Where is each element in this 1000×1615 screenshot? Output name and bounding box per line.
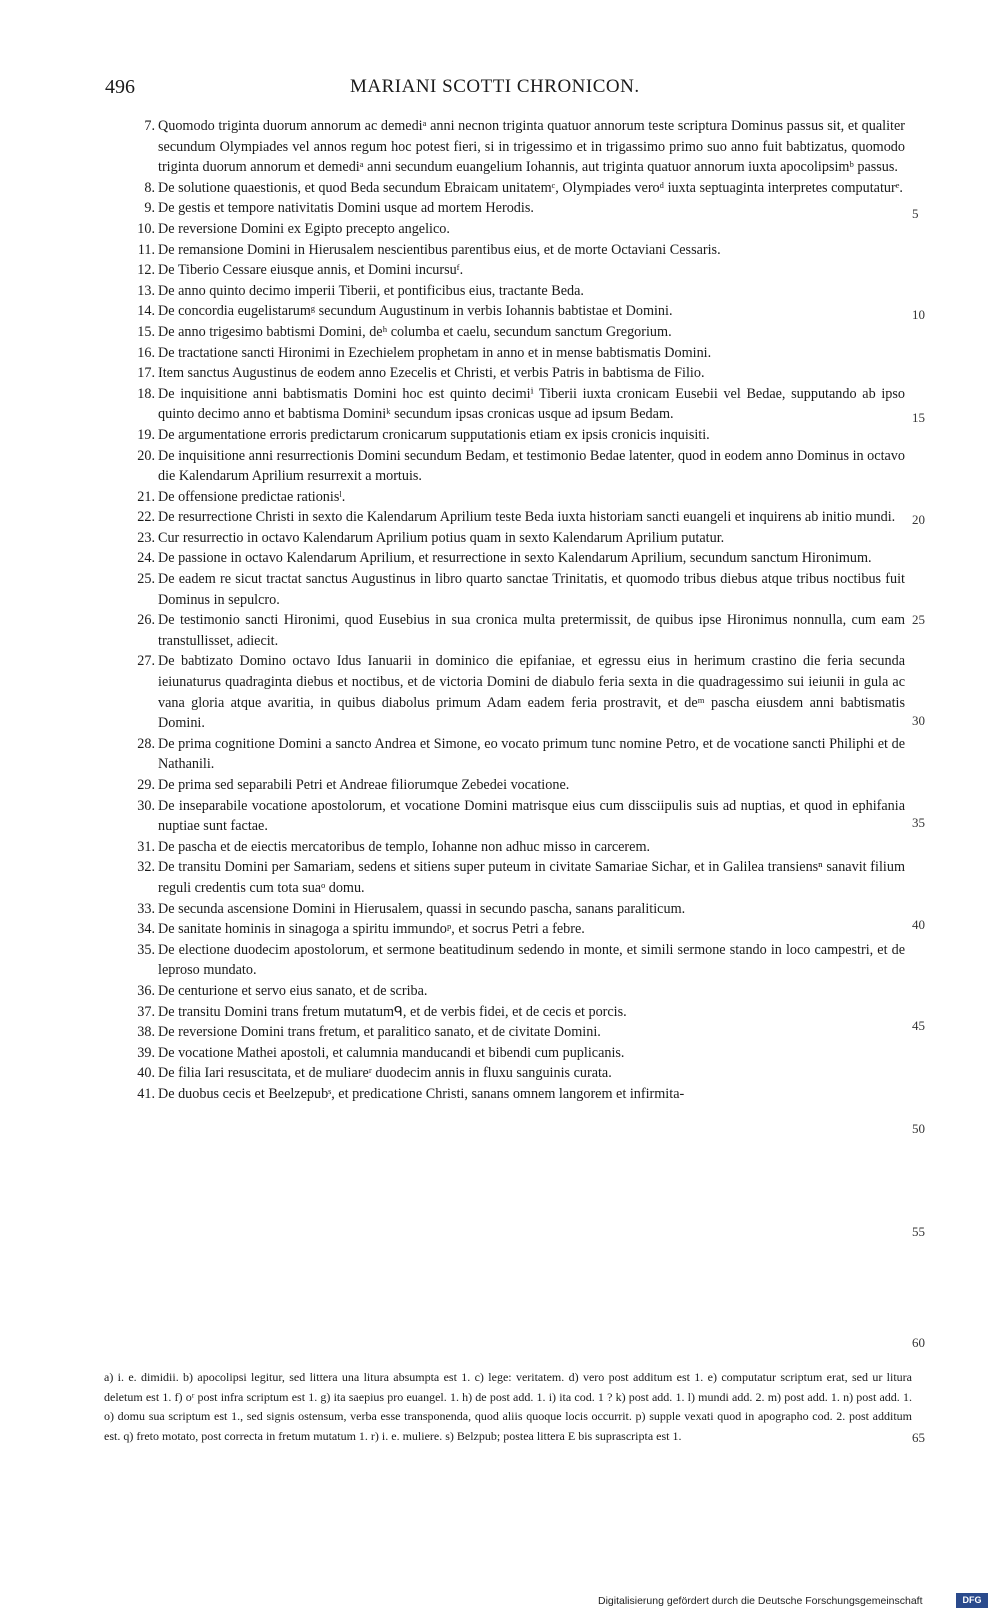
- line-number: 50: [912, 1121, 925, 1136]
- chapter-entry: [137, 260, 905, 281]
- entry-text: Item sanctus Augustinus de eodem anno Ezecelis et Christi, et verbis Patris in babtisma de Filio.: [158, 365, 705, 382]
- entry-number: 11.: [137, 241, 155, 258]
- chapter-entry: [137, 1084, 905, 1105]
- entry-text: De Tiberio Cessare eiusque annis, et Domini incursuᶠ.: [158, 262, 464, 279]
- chapter-entry: [137, 528, 905, 549]
- line-number: 30: [912, 713, 925, 728]
- entry-text: De passione in octavo Kalendarum Aprilium, et resurrectione in sexto Kalendarum Aprilium, secundum sanctum Hironimum.: [158, 550, 872, 567]
- entry-number: 13.: [137, 282, 155, 299]
- page-number: 496: [105, 76, 135, 98]
- entry-number: 28.: [137, 735, 155, 752]
- entry-text: De reversione Domini ex Egipto precepto angelico.: [158, 220, 450, 237]
- entry-number: 17.: [137, 365, 155, 382]
- chapter-entry: [137, 837, 905, 858]
- chapter-entry: [137, 919, 905, 940]
- entry-text: De gestis et tempore nativitatis Domini usque ad mortem Herodis.: [158, 200, 534, 217]
- footnotes: a) i. e. dimidii. b) apocolipsi legitur, sed littera una litura absumpta est 1. c) lege: veritatem. d) vero post additum est 1. e) computatur scriptum erat, sed ur litura deletum est 1. f) oʳ post infra scriptum est 1. g) ita saepius pro euangel. 1. h) de post add. 1. i) ita cod. 1 ? k) post add. 1. l) mundi add. 2. m) post add. 1. n) post add. 1. o) domu sua scriptum est 1., sed signis ostensum, verba esse transponenda, quod aliis quoque locis occurrit. p) supple vexati quod in apographo cod. 2. post additum est. q) freto motato, post correcta in fretum mutatum 1. r) i. e. muliere. s) Belzpub; postea littera E bis suprascripta est 1.: [104, 1370, 912, 1443]
- entry-text: De vocatione Mathei apostoli, et calumnia manducandi et bibendi cum puplicanis.: [158, 1044, 625, 1061]
- entry-number: 12.: [137, 262, 155, 279]
- entry-number: 35.: [137, 941, 155, 958]
- entry-text: De electione duodecim apostolorum, et sermone beatitudinum sedendo in monte, et simili sermone stando in loco campestri, et de leproso mundato.: [158, 941, 905, 979]
- entry-text: De anno quinto decimo imperii Tiberii, et pontificibus eius, tractante Beda.: [158, 282, 584, 299]
- entry-number: 23.: [137, 529, 155, 546]
- line-number: 55: [912, 1224, 925, 1239]
- chapter-entry: [137, 1002, 905, 1023]
- chapter-entry: [137, 384, 905, 425]
- dfg-logo: DFG: [956, 1593, 988, 1608]
- entry-number: 14.: [137, 303, 155, 320]
- entry-text: De centurione et servo eius sanato, et de scriba.: [158, 982, 428, 999]
- chapter-entry: [144, 178, 905, 199]
- chapter-entry: [137, 981, 905, 1002]
- chapter-entry: [137, 940, 905, 981]
- entry-number: 29.: [137, 777, 155, 793]
- chapter-entry: [137, 322, 905, 343]
- line-number: 35: [912, 815, 925, 830]
- entry-text: De transitu Domini trans fretum mutatumᑫ, et de verbis fidei, et de cecis et porcis.: [158, 1003, 627, 1020]
- entry-number: 18.: [137, 385, 155, 402]
- chapter-entry: [137, 899, 905, 920]
- line-number: 65: [912, 1430, 925, 1445]
- entry-text: De sanitate hominis in sinagoga a spiritu immundoᵖ, et socrus Petri a febre.: [158, 921, 585, 938]
- entry-text: De resurrectione Christi in sexto die Kalendarum Aprilium teste Beda iuxta historiam sancti euangeli et inquirens ab initio mundi.: [158, 509, 896, 526]
- chapter-entry: [144, 116, 905, 178]
- entry-text: De secunda ascensione Domini in Hierusalem, quassi in secundo pascha, sanans paraliticum.: [158, 900, 686, 917]
- entry-text: De anno trigesimo babtismi Domini, deʰ columba et caelu, secundum sanctum Gregorium.: [158, 323, 672, 340]
- entry-number: 41.: [137, 1085, 155, 1102]
- chapter-entry: [137, 219, 905, 240]
- entry-text: De testimonio sancti Hironimi, quod Eusebius in sua cronica multa pretermissit, de quibus ipse Hironimus nonnulla, cum eam transtullisset, adiecit.: [158, 612, 905, 649]
- entry-number: 22.: [137, 509, 155, 526]
- chapter-entry: [137, 610, 905, 651]
- entry-text: De tractatione sancti Hironimi in Ezechielem prophetam in anno et in mense babtismatis Domini.: [158, 344, 712, 361]
- chapter-entry: [137, 775, 905, 796]
- entry-number: 20.: [137, 447, 155, 464]
- entry-text: De babtizato Domino octavo Idus Ianuarii in dominico die epifaniae, et egressu eius in herimum crastino die feria secunda ieiunaturus quadraginta diebus et noctibus, et de victoria Domini de diabulo feria sexta in die quadragessimo sui ieiunii in gula ac vana gloria atque avaritia, in quibus diabolus primum Adam eadem feria prostravit, et deᵐ pascha eiusdem anni babtismatis Domini.: [158, 653, 905, 732]
- entry-text: De filia Iari resuscitata, et de muliareʳ duodecim annis in fluxu sanguinis curata.: [158, 1065, 612, 1082]
- chapter-entry: [137, 507, 905, 528]
- digitization-credit: Digitalisierung gefördert durch die Deutsche Forschungsgemeinschaft: [598, 1595, 923, 1607]
- entry-number: 9.: [144, 200, 155, 217]
- entry-text: De eadem re sicut tractat sanctus Augustinus in libro quarto sanctae Trinitatis, et quomodo tribus diebus atque tribus noctibus fuit Dominus in sepulcro.: [158, 571, 905, 608]
- chapter-entry: [137, 569, 905, 610]
- entry-number: 25.: [137, 571, 155, 588]
- entry-number: 34.: [137, 921, 155, 938]
- entry-number: 8.: [144, 179, 155, 196]
- chapter-entry: [137, 363, 905, 384]
- entry-number: 31.: [137, 838, 155, 855]
- chapter-entry: [137, 425, 905, 446]
- chapter-entry: [137, 796, 905, 837]
- entry-number: 36.: [137, 982, 155, 999]
- entry-number: 40.: [137, 1065, 155, 1082]
- chapter-entry: [137, 281, 905, 302]
- entry-number: 7.: [144, 118, 155, 134]
- entry-text: De prima cognitione Domini a sancto Andrea et Simone, eo vocato primum tunc nomine Petro, et de vocatione sancti Philiphi et de Nathanili.: [158, 735, 905, 773]
- chapter-entry: [144, 198, 905, 219]
- entry-number: 32.: [137, 859, 155, 876]
- line-number: 25: [912, 612, 925, 627]
- entry-text: De prima sed separabili Petri et Andreae filiorumque Zebedei vocatione.: [158, 777, 570, 793]
- chapter-entry: [137, 857, 905, 898]
- line-number: 60: [912, 1335, 925, 1350]
- entry-text: Quomodo triginta duorum annorum ac demediᵃ anni necnon triginta quatuor annorum teste scriptura Dominus passus sit, et qualiter secundum Olympiades vel annos regum hoc potest fieri, si in trigessimo et in trigassimo primo suo anno fuit babtizatus, quomodo triginta duorum annorum et demediᵃ anni secundum euangelium Iohannis, aut triginta quatuor annorum iuxta apocolipsimᵇ passus.: [158, 118, 905, 176]
- entry-text: Cur resurrectio in octavo Kalendarum Aprilium potius quam in sexto Kalendarum Aprilium putatur.: [158, 529, 725, 546]
- entry-text: De inseparabile vocatione apostolorum, et vocatione Domini matrisque eius cum dissciipulis suis ad nuptias, et quod in ephifania nuptiae sunt factae.: [158, 797, 905, 835]
- entry-text: De inquisitione anni resurrectionis Domini secundum Bedam, et testimonio Bedae latenter, quod in eodem anno Dominus in octavo die Kalendarum Aprilium resurrexit a mortuis.: [158, 447, 905, 485]
- line-number: 15: [912, 410, 925, 425]
- entry-number: 21.: [137, 488, 155, 505]
- page-header: [105, 76, 920, 106]
- entry-number: 39.: [137, 1044, 155, 1061]
- chapter-entry: [137, 1022, 905, 1043]
- entry-number: 19.: [137, 426, 155, 443]
- entry-number: 30.: [137, 797, 155, 814]
- chapter-entry: [137, 1063, 905, 1084]
- entry-text: De reversione Domini trans fretum, et paralitico sanato, et de civitate Domini.: [158, 1024, 601, 1041]
- entry-text: De argumentatione erroris predictarum cronicarum supputationis etiam ex ipsis cronicis inquisiti.: [158, 426, 710, 443]
- line-number: 5: [912, 206, 919, 221]
- line-number: 40: [912, 917, 925, 932]
- entry-text: De solutione quaestionis, et quod Beda secundum Ebraicam unitatemᶜ, Olympiades veroᵈ iuxta septuaginta interpretes computaturᵉ.: [158, 179, 903, 196]
- chapter-entry: [137, 301, 905, 322]
- entry-number: 26.: [137, 612, 155, 629]
- chapter-entry: [137, 734, 905, 775]
- entry-text: De concordia eugelistarumᵍ secundum Augustinum in verbis Iohannis babtistae et Domini.: [158, 303, 673, 320]
- running-title: MARIANI SCOTTI CHRONICON.: [350, 76, 640, 97]
- chapter-entry: [137, 651, 905, 733]
- chapter-entry: [137, 446, 905, 487]
- entry-text: De duobus cecis et Beelzepubˢ, et predicatione Christi, sanans omnem langorem et infirmita-: [158, 1085, 685, 1102]
- entry-number: 37.: [137, 1003, 155, 1020]
- line-number: 20: [912, 512, 925, 527]
- entry-text: De remansione Domini in Hierusalem nescientibus parentibus eius, et de morte Octaviani Cessaris.: [158, 241, 721, 258]
- entry-number: 27.: [137, 653, 155, 670]
- chapter-list: [0, 116, 1000, 1105]
- entry-number: 33.: [137, 900, 155, 917]
- chapter-entry: [137, 240, 905, 261]
- entry-number: 15.: [137, 323, 155, 340]
- entry-number: 24.: [137, 550, 155, 567]
- entry-text: De inquisitione anni babtismatis Domini hoc est quinto decimiⁱ Tiberii iuxta cronicam Eusebii vel Bedae, supputando ab ipso quinto decimo anno et babtisma Dominiᵏ secundum ipsas cronicas usque ad ipsum Bedam.: [158, 385, 905, 423]
- line-number: 45: [912, 1018, 925, 1033]
- entry-text: De pascha et de eiectis mercatoribus de templo, Iohanne non adhuc misso in carcerem.: [158, 838, 651, 855]
- entry-text: De transitu Domini per Samariam, sedens et sitiens super puteum in civitate Samariae Sichar, et in Galilea transiensⁿ sanavit filium reguli credentis cum tota suaᵒ domu.: [158, 859, 905, 896]
- entry-number: 10.: [137, 220, 155, 237]
- entry-number: 38.: [137, 1024, 155, 1041]
- line-number: 10: [912, 307, 925, 322]
- chapter-entry: [137, 343, 905, 364]
- entry-text: De offensione predictae rationisˡ.: [158, 488, 346, 505]
- chapter-entry: [137, 1043, 905, 1064]
- entry-number: 16.: [137, 344, 155, 361]
- chapter-entry: [137, 487, 905, 508]
- chapter-entry: [137, 548, 905, 569]
